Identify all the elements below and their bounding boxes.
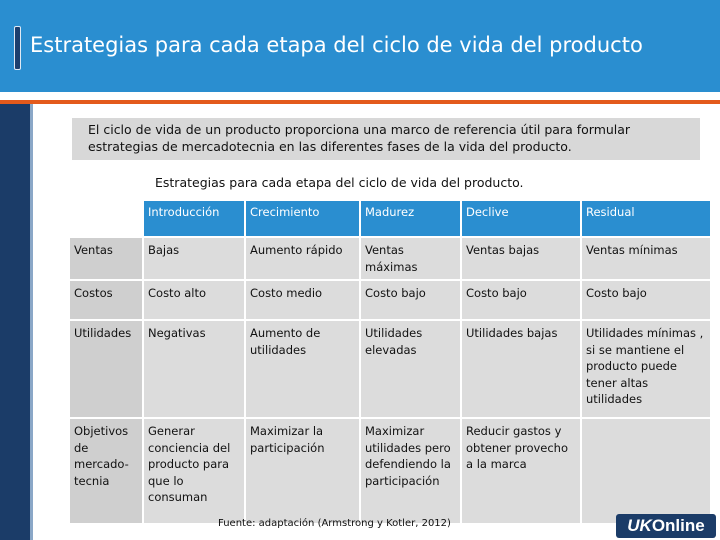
left-side-strip-edge: [30, 104, 33, 540]
row-header-costos: Costos: [70, 281, 144, 321]
table-cell: Utilidades elevadas: [361, 321, 462, 419]
table-cell: Reducir gastos y obtener provecho a la marca: [462, 419, 582, 525]
source-citation: Fuente: adaptación (Armstrong y Kotler, 2012): [218, 518, 451, 529]
column-header-introduccion: Introducción: [144, 201, 246, 238]
header-accent-bar: [14, 26, 21, 70]
table-cell: Ventas máximas: [361, 238, 462, 281]
row-header-ventas: Ventas: [70, 238, 144, 281]
table-cell: Aumento rápido: [246, 238, 361, 281]
table-cell: Costo bajo: [462, 281, 582, 321]
table-row: [70, 321, 712, 419]
table-cell: Maximizar utilidades pero defendiendo la participación: [361, 419, 462, 525]
table-row: [70, 419, 712, 525]
orange-divider: [0, 100, 720, 104]
table-cell: Costo medio: [246, 281, 361, 321]
column-header-declive: Declive: [462, 201, 582, 238]
table-cell: Costo alto: [144, 281, 246, 321]
table-cell: Costo bajo: [582, 281, 712, 321]
row-header-utilidades: Utilidades: [70, 321, 144, 419]
table-corner-cell: [70, 201, 144, 238]
logo-mark: UK: [627, 516, 652, 535]
slide-header: [0, 0, 720, 92]
table-cell: Maximizar la participación: [246, 419, 361, 525]
table-cell: Utilidades bajas: [462, 321, 582, 419]
column-header-madurez: Madurez: [361, 201, 462, 238]
uk-online-logo: [616, 514, 716, 538]
table-cell: Utilidades mínimas , si se mantiene el producto puede tener altas utilidades: [582, 321, 712, 419]
strategy-table: [70, 201, 712, 525]
table-cell: Negativas: [144, 321, 246, 419]
table-cell: Bajas: [144, 238, 246, 281]
left-side-strip: [0, 104, 30, 540]
table-cell: Generar conciencia del producto para que lo consuman: [144, 419, 246, 525]
table-cell: Ventas mínimas: [582, 238, 712, 281]
column-header-residual: Residual: [582, 201, 712, 238]
table-cell: Costo bajo: [361, 281, 462, 321]
column-header-crecimiento: Crecimiento: [246, 201, 361, 238]
intro-text-box: [72, 118, 700, 160]
logo-text: Online: [651, 516, 705, 535]
table-cell: Aumento de utilidades: [246, 321, 361, 419]
table-header-row: [70, 201, 712, 238]
table-cell: [582, 419, 712, 525]
table-caption: Estrategias para cada etapa del ciclo de vida del producto.: [155, 175, 524, 190]
table-row: [70, 281, 712, 321]
slide-title: Estrategias para cada etapa del ciclo de vida del producto: [30, 33, 643, 57]
table-row: [70, 238, 712, 281]
table-cell: Ventas bajas: [462, 238, 582, 281]
row-header-objetivos: Objetivos de mercado-tecnia: [70, 419, 144, 525]
intro-text: El ciclo de vida de un producto proporciona una marco de referencia útil para formular estrategias de mercadotecnia en las diferentes fases de la vida del producto.: [88, 122, 631, 154]
